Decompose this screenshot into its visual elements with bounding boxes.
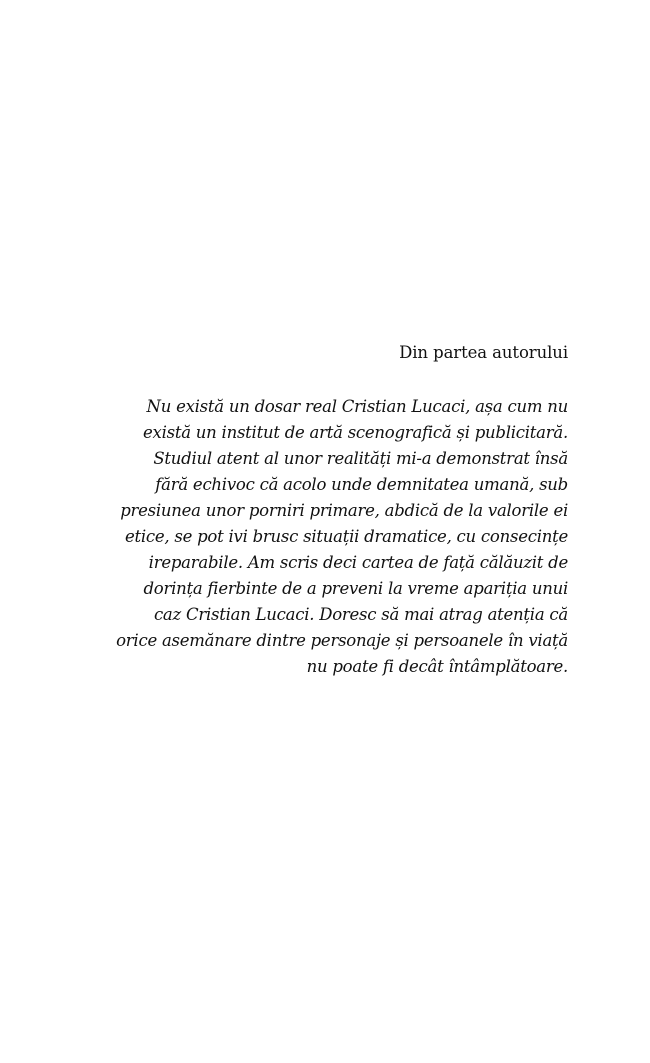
paragraph-line: fără echivoc că acolo unde demnitatea umană, sub — [155, 475, 568, 494]
paragraph-line: ireparabile. Am scris deci cartea de față călăuzit de — [148, 553, 568, 572]
paragraph-line: presiunea unor porniri primare, abdică de la valorile ei — [120, 501, 568, 520]
paragraph-line: Nu există un dosar real Cristian Lucaci, așa cum nu — [146, 397, 568, 416]
paragraph-line: nu poate fi decât întâmplătoare. — [306, 657, 568, 676]
author-note-paragraph — [68, 394, 568, 680]
paragraph-line: dorința fierbinte de a preveni la vreme apariția unui — [143, 579, 568, 598]
paragraph-line: etice, se pot ivi brusc situații dramatice, cu consecințe — [124, 527, 568, 546]
paragraph-line: există un institut de artă scenografică și publicitară. — [143, 423, 568, 442]
section-heading: Din partea autorului — [399, 343, 568, 362]
paragraph-line: orice asemănare dintre personaje și persoanele în viață — [116, 631, 568, 650]
paragraph-line: Studiul atent al unor realități mi-a demonstrat însă — [153, 449, 568, 468]
paragraph-line: caz Cristian Lucaci. Doresc să mai atrag atenția că — [153, 605, 568, 624]
